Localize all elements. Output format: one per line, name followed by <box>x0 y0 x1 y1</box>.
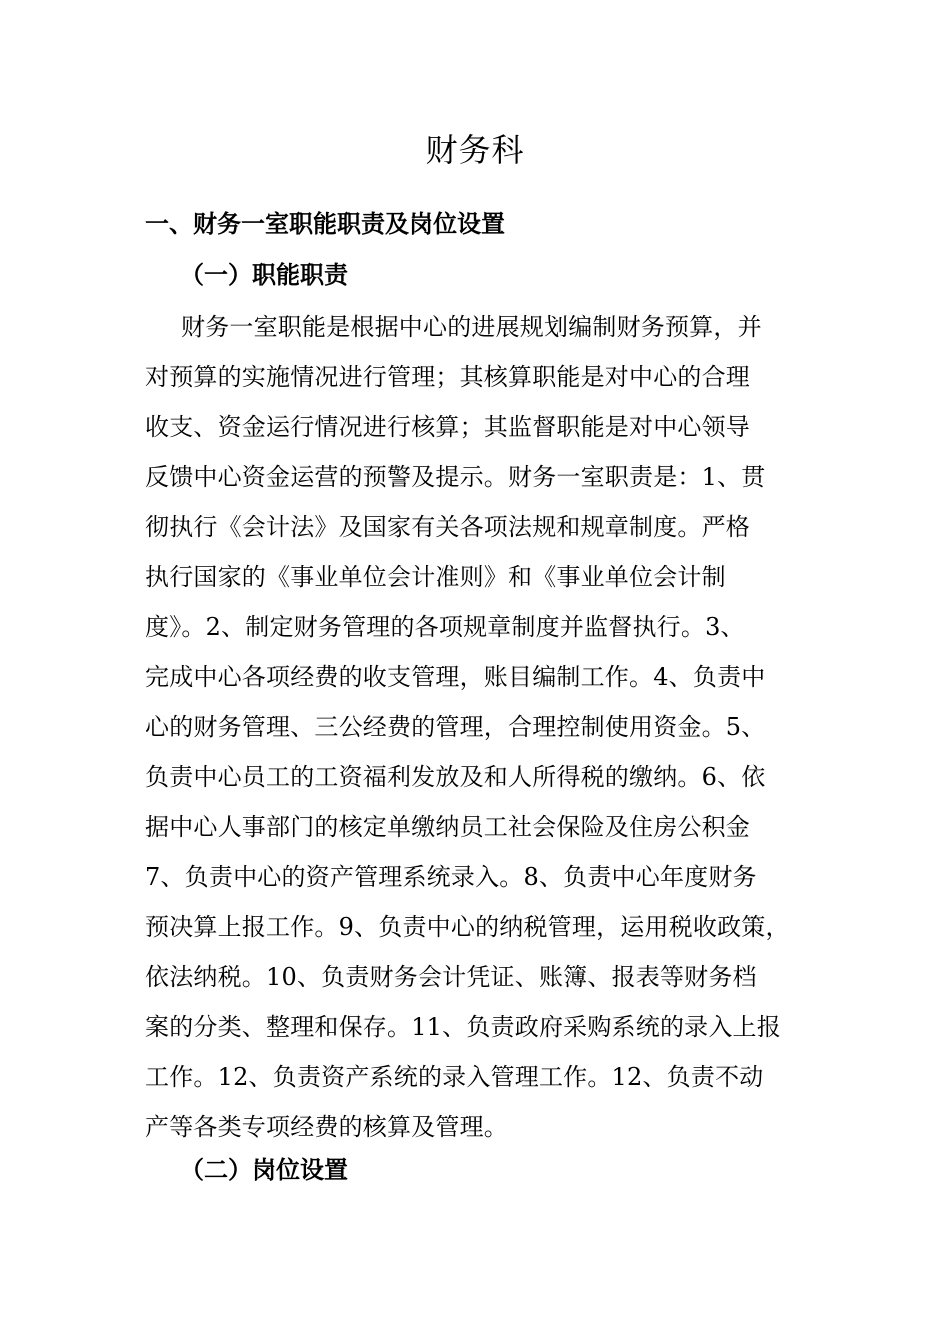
paragraph-line: 依法纳税。10、负责财务会计凭证、账簿、报表等财务档 <box>145 963 757 991</box>
duties-paragraph <box>145 305 825 1155</box>
paragraph-line: 负责中心员工的工资福利发放及和人所得税的缴纳。6、依 <box>145 763 766 791</box>
subsection-heading-duties: （一）职能职责 <box>180 260 348 289</box>
paragraph-line: 财务一室职能是根据中心的进展规划编制财务预算，并 <box>181 313 762 341</box>
paragraph-line: 产等各类专项经费的核算及管理。 <box>145 1113 508 1141</box>
paragraph-line: 对预算的实施情况进行管理；其核算职能是对中心的合理 <box>145 363 750 391</box>
paragraph-line: 执行国家的《事业单位会计准则》和《事业单位会计制 <box>145 563 726 591</box>
paragraph-line: 彻执行《会计法》及国家有关各项法规和规章制度。严格 <box>145 513 750 541</box>
section-heading: 一、财务一室职能职责及岗位设置 <box>145 209 505 238</box>
subsection-heading-positions: （二）岗位设置 <box>180 1155 348 1184</box>
paragraph-line: 收支、资金运行情况进行核算；其监督职能是对中心领导 <box>145 413 750 441</box>
paragraph-line: 预决算上报工作。9、负责中心的纳税管理，运用税收政策， <box>145 913 790 941</box>
paragraph-line: 工作。12、负责资产系统的录入管理工作。12、负责不动 <box>145 1063 764 1091</box>
paragraph-line: 据中心人事部门的核定单缴纳员工社会保险及住房公积金 <box>145 813 750 841</box>
paragraph-line: 心的财务管理、三公经费的管理，合理控制使用资金。5、 <box>145 713 766 741</box>
paragraph-line: 案的分类、整理和保存。11、负责政府采购系统的录入上报 <box>145 1013 781 1041</box>
paragraph-line: 7、负责中心的资产管理系统录入。8、负责中心年度财务 <box>145 863 757 891</box>
paragraph-line: 度》。2、制定财务管理的各项规章制度并监督执行。3、 <box>145 613 745 641</box>
paragraph-line: 反馈中心资金运营的预警及提示。财务一室职责是：1、贯 <box>145 463 766 491</box>
paragraph-line: 完成中心各项经费的收支管理，账目编制工作。4、负责中 <box>145 663 766 691</box>
document-title: 财务科 <box>425 131 525 169</box>
